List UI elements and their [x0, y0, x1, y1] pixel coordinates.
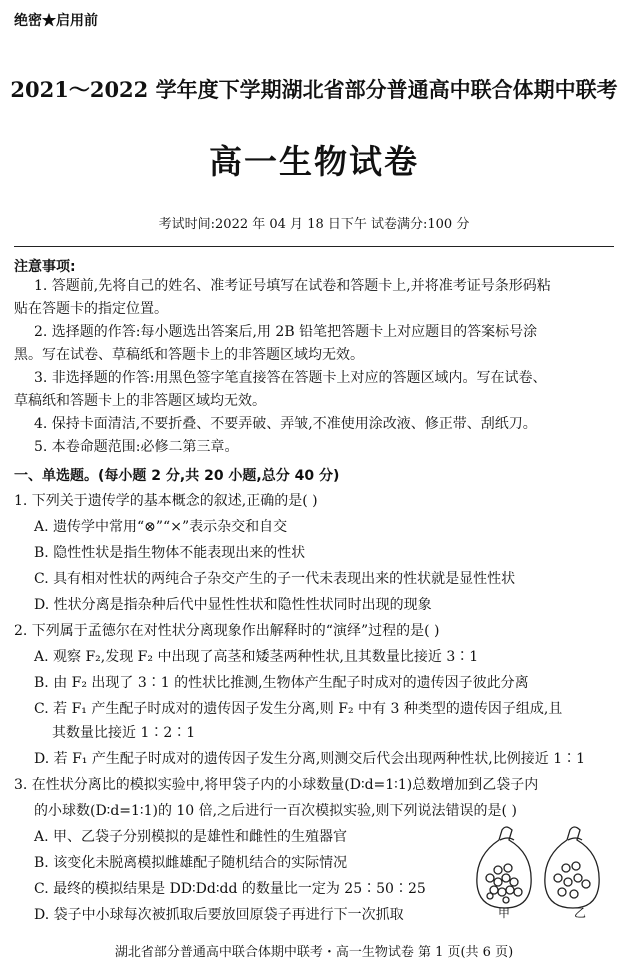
- question-2-option-d: D. 若 F₁ 产生配子时成对的遗传因子发生分离,则测交后代会出现两种性状,比例接近 1∶1: [34, 751, 586, 767]
- question-2-stem: 2. 下列属于孟德尔在对性状分离现象作出解释时的“演绎”过程的是( ): [14, 623, 440, 639]
- question-1-stem: 1. 下列关于遗传学的基本概念的叙述,正确的是( ): [14, 493, 318, 509]
- question-2-option-c-cont: 其数量比接近 1∶2∶1: [52, 725, 196, 741]
- notes-line: 1. 答题前,先将自己的姓名、准考证号填写在试卷和答题卡上,并将准考证号条形码粘: [34, 278, 551, 294]
- bags-figure: [462, 822, 612, 922]
- question-3-option-b: B. 该变化未脱离模拟雌雄配子随机结合的实际情况: [34, 855, 348, 871]
- notes-line: 5. 本卷命题范围:必修二第三章。: [34, 439, 239, 455]
- notes-line: 贴在答题卡的指定位置。: [14, 301, 168, 317]
- exam-header: 2021～2022 学年度下学期湖北省部分普通高中联合体期中联考: [10, 77, 618, 102]
- question-1-option-c: C. 具有相对性状的两纯合子杂交产生的子一代未表现出来的性状就是显性性状: [34, 571, 516, 587]
- question-1-option-d: D. 性状分离是指杂种后代中显性性状和隐性性状同时出现的现象: [34, 597, 432, 613]
- question-3-option-d: D. 袋子中小球每次被抓取后要放回原袋子再进行下一次抓取: [34, 907, 404, 923]
- notes-line: 4. 保持卡面清洁,不要折叠、不要弄破、弄皱,不准使用涂改液、修正带、刮纸刀。: [34, 416, 537, 432]
- section-heading: 一、单选题。(每小题 2 分,共 20 小题,总分 40 分): [14, 468, 340, 484]
- notes-line: 草稿纸和答题卡上的非答题区域均无效。: [14, 393, 266, 409]
- question-3-stem-cont: 的小球数(D∶d=1∶1)的 10 倍,之后进行一百次模拟实验,则下列说法错误的是( ): [34, 803, 517, 819]
- notes-line: 黑。写在试卷、草稿纸和答题卡上的非答题区域均无效。: [14, 347, 364, 363]
- bag-yi: [545, 827, 599, 908]
- bag-jia: [477, 827, 531, 908]
- question-3-option-c: C. 最终的模拟结果是 DD∶Dd∶dd 的数量比一定为 25∶50∶25: [34, 881, 426, 897]
- question-1-option-b: B. 隐性性状是指生物体不能表现出来的性状: [34, 545, 306, 561]
- confidential-label: 绝密★启用前: [14, 13, 98, 29]
- exam-info: 考试时间:2022 年 04 月 18 日下午 试卷满分:100 分: [158, 217, 470, 232]
- page-title: 高一生物试卷: [209, 142, 419, 181]
- question-2-option-c: C. 若 F₁ 产生配子时成对的遗传因子发生分离,则 F₂ 中有 3 种类型的遗传因子组成,且: [34, 701, 563, 717]
- question-2-option-a: A. 观察 F₂,发现 F₂ 中出现了高茎和矮茎两种性状,且其数量比接近 3∶1: [34, 649, 479, 665]
- page-footer: 湖北省部分普通高中联合体期中联考・高一生物试卷 第 1 页(共 6 页): [114, 945, 514, 960]
- divider: [14, 246, 614, 247]
- question-2-option-b: B. 由 F₂ 出现了 3∶1 的性状比推测,生物体产生配子时成对的遗传因子彼此分离: [34, 675, 529, 691]
- notes-line: 2. 选择题的作答:每小题选出答案后,用 2B 铅笔把答题卡上对应题目的答案标号涂: [34, 324, 538, 340]
- question-3-stem: 3. 在性状分离比的模拟实验中,将甲袋子内的小球数量(D∶d=1∶1)总数增加到乙袋子内: [14, 777, 539, 793]
- bags-illustration: [462, 822, 612, 922]
- bag-yi-label: 乙: [574, 906, 587, 920]
- question-1-option-a: A. 遗传学中常用“⊗”“×”表示杂交和自交: [34, 519, 288, 535]
- question-3-option-a: A. 甲、乙袋子分别模拟的是雄性和雌性的生殖器官: [34, 829, 348, 845]
- notes-heading: 注意事项:: [14, 259, 76, 275]
- notes-line: 3. 非选择题的作答:用黑色签字笔直接答在答题卡上对应的答题区域内。写在试卷、: [34, 370, 547, 386]
- bag-jia-label: 甲: [498, 906, 511, 920]
